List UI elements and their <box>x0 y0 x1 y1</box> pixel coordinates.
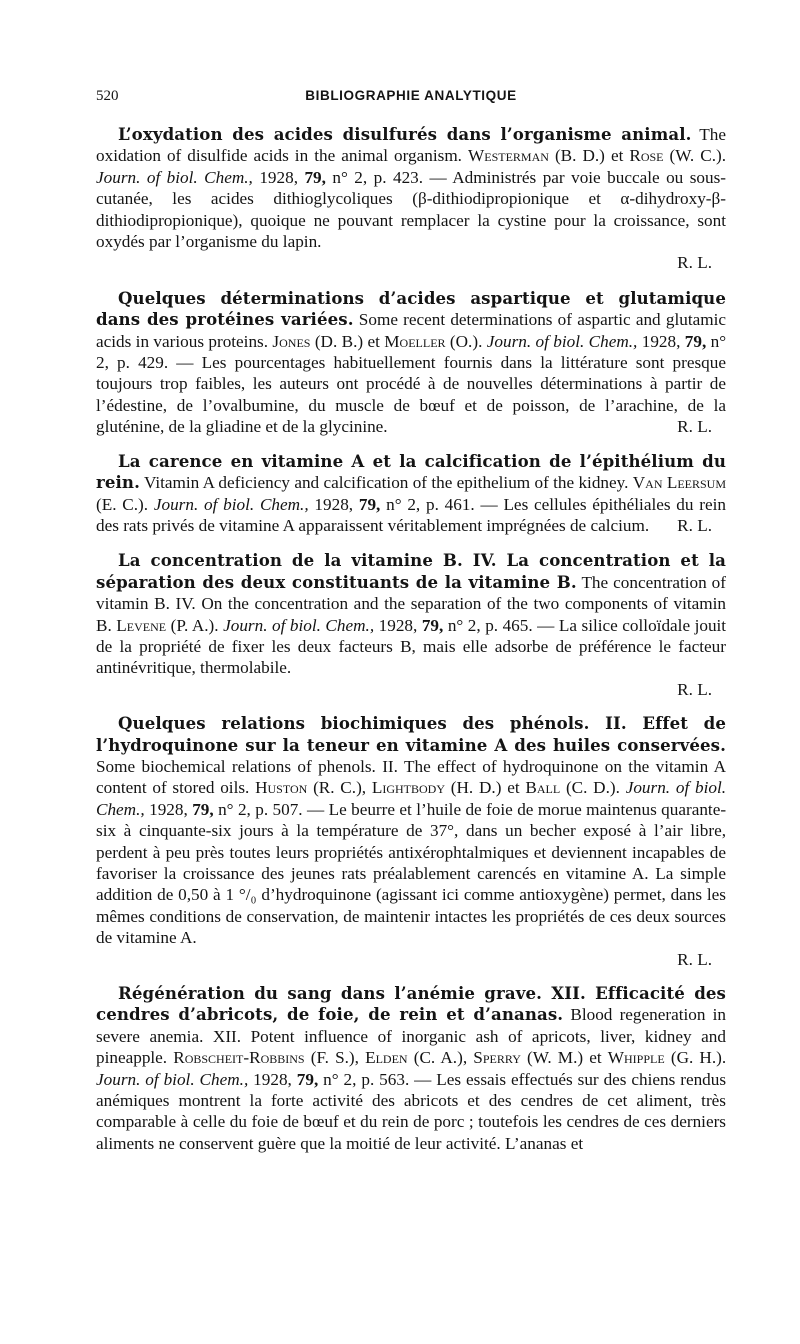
entry-english-title: Vitamin A deficiency and calcification of the epithelium of the kidney. <box>143 473 629 493</box>
entry-title: Régénération du sang dans l’anémie grave. XII. Efficacité des cendres d’abricots, de foie, de rein et d’ananas. <box>96 983 726 1025</box>
entry-volume: 79, <box>421 615 444 635</box>
running-title: BIBLIOGRAPHIE ANALYTIQUE <box>305 88 517 103</box>
entry-author-initials: (C. A.), <box>413 1048 468 1068</box>
entry-summary: Les essais effectués sur des chiens rendus anémiques montrent la forte activité des abricots et des cendres de cet aliment, très comparable à celle du foie de bœuf et du rein de porc ; toutefois les cendres de ces derniers aliments ne conservent guère que la moitié de leur activité. L’ananas et <box>96 1069 727 1153</box>
bibliography-entries <box>96 124 726 1165</box>
entry-summary: Administrés par voie buccale ou sous-cutanée, les acides dithioglycoliques (β-dithiodipropionique et α-dihydroxy-β-dithiodipropionique), quoique ne pouvant remplacer la cystine pour la croissance, sont oxydés par l’organisme du lapin. <box>96 167 726 252</box>
entry-volume: 79, <box>358 494 381 514</box>
bibliography-entry <box>96 983 726 1154</box>
entry-conjunction: et <box>367 331 380 351</box>
entry-year: 1928, <box>378 615 418 635</box>
entry-summary: Les pourcentages habituellement fournis dans la littérature sont presque toujours trop faibles, les auteurs ont procédé à de nouvelles déterminations à partir de l’édestine, de l’ovalbumine, du muscle de bœuf et de poisson, de l’arachine, de la gluténine, de la gliadine et de la glycinine. <box>96 353 726 437</box>
entry-author: Moeller <box>384 331 446 351</box>
entry-author: Huston <box>255 778 308 798</box>
bibliography-entry <box>96 713 726 970</box>
entry-year: 1928, <box>259 167 298 187</box>
entry-journal: Journ. of biol. Chem., <box>486 331 638 351</box>
entry-author: Levene <box>116 615 167 635</box>
entry-author-initials: (G. H.). <box>670 1048 727 1068</box>
entry-issue-page: n° 2, p. 461. — <box>386 494 498 514</box>
entry-volume: 79, <box>304 167 326 187</box>
entry-author: Robscheit-Robbins <box>173 1048 305 1068</box>
entry-issue-page: n° 2, p. 465. — <box>447 615 555 635</box>
bibliography-entry <box>96 451 726 537</box>
entry-conjunction: et <box>589 1048 602 1068</box>
entry-title: La concentration de la vitamine B. IV. La concentration et la séparation des deux constituants de la vitamine B. <box>96 550 726 592</box>
entry-author-initials: (P. A.). <box>170 615 219 635</box>
entry-author-initials: (E. C.). <box>96 494 149 514</box>
entry-summary: La silice colloïdale jouit de la propriété de fixer les deux facteurs B, mais elle adsorbe de préférence le facteur antinévritique, thermolabile. <box>96 615 727 678</box>
entry-author: Jones <box>272 331 311 351</box>
entry-title: Quelques relations biochimiques des phénols. II. Effet de l’hydroquinone sur la teneur en vitamine A des huiles conservées. <box>96 713 726 755</box>
entry-issue-page: n° 2, p. 563. — <box>323 1069 432 1089</box>
entry-issue-page: n° 2, p. 429. — <box>96 331 727 373</box>
entry-author-initials: (W. M.) <box>527 1048 584 1068</box>
entry-author-initials: (R. C.), <box>313 778 367 798</box>
entry-journal: Journ. of biol. Chem., <box>153 494 309 514</box>
entry-year: 1928, <box>253 1069 292 1089</box>
entry-author-initials: (O.). <box>449 331 483 351</box>
entry-signature: R. L. <box>677 253 712 273</box>
page-number: 520 <box>96 88 119 104</box>
entry-author: Elden <box>365 1048 408 1068</box>
entry-author: Whipple <box>607 1048 665 1068</box>
entry-english-title: Blood regeneration in severe anemia. XII. Potent influence of inorganic ash of apricots, liver, kidney and pineapple. <box>96 1005 727 1068</box>
entry-author: Lightbody <box>371 778 446 798</box>
entry-author: Van Leersum <box>632 473 726 493</box>
entry-journal: Journ. of biol. Chem., <box>96 1069 249 1089</box>
entry-author-initials: (F. S.), <box>310 1048 359 1068</box>
entry-volume: 79, <box>192 799 214 819</box>
entry-english-title: Some biochemical relations of phenols. II. The effect of hydroquinone on the vitamin A content of stored oils. <box>96 756 726 798</box>
entry-author: Sperry <box>473 1048 521 1068</box>
entry-signature: R. L. <box>677 949 712 969</box>
entry-signature: R. L. <box>677 515 712 535</box>
entry-year: 1928, <box>641 331 681 351</box>
entry-volume: 79, <box>296 1069 319 1089</box>
entry-author: Westerman <box>468 146 549 166</box>
entry-conjunction: et <box>610 146 624 166</box>
entry-title: Quelques déterminations d’acides aspartique et glutamique dans des protéines variées. <box>96 287 726 330</box>
entry-author-initials: (B. D.) <box>554 146 605 166</box>
entry-author-initials: (W. C.). <box>669 146 727 166</box>
entry-journal: Journ. of biol. Chem., <box>223 615 375 635</box>
bibliography-entry <box>96 124 726 274</box>
entry-issue-page: n° 2, p. 507. — <box>218 799 325 819</box>
entry-title: La carence en vitamine A et la calcification de l’épithélium du rein. <box>96 450 726 493</box>
entry-summary: Le beurre et l’huile de foie de morue maintenus quarante-six à cinquante-six jours à la température de 37°, dans un becher exposé à l’air libre, perdent à peu près toutes leurs propriétés antixérophtalmiques et deviennent incapables de favoriser la croissance des jeunes rats préalablement carencés en vitamine A. La simple addition de 0,50 à 1 °/₀ d’hydroquinone (agissant ici comme antioxygène) permet, dans les mêmes conditions de conservation, de maintenir intactes les propriétés de ces deux sources de vitamine A. <box>96 799 727 948</box>
entry-author-initials: (H. D.) <box>450 778 502 798</box>
entry-signature: R. L. <box>677 679 712 699</box>
entry-english-title: Some recent determinations of aspartic and glutamic acids in various proteins. <box>96 310 726 351</box>
bibliography-entry <box>96 550 726 700</box>
entry-journal: Journ. of biol. Chem., <box>96 778 727 819</box>
entry-journal: Journ. of biol. Chem., <box>96 167 253 187</box>
entry-author: Rose <box>629 146 664 166</box>
entry-author-initials: (D. B.) <box>314 331 364 351</box>
entry-english-title: The oxidation of disulfide acids in the animal organism. <box>96 125 726 166</box>
bibliography-entry <box>96 288 726 438</box>
entry-conjunction: et <box>507 778 520 798</box>
running-head <box>96 88 726 110</box>
entry-signature: R. L. <box>677 417 712 437</box>
entry-english-title: The concentration of vitamin B. IV. On the concentration and the separation of the two components of vitamin B. <box>96 572 726 635</box>
entry-year: 1928, <box>314 494 354 514</box>
entry-issue-page: n° 2, p. 423. — <box>332 167 447 187</box>
entry-author: Ball <box>525 778 561 798</box>
entry-title: L’oxydation des acides disulfurés dans l’organisme animal. <box>118 124 692 144</box>
entry-volume: 79, <box>684 331 707 351</box>
entry-author-initials: (C. D.). <box>565 778 620 798</box>
entry-year: 1928, <box>149 799 188 819</box>
entry-summary: Les cellules épithéliales du rein des rats privés de vitamine A apparaissent véritablement imprégnées de calcium. <box>96 494 726 535</box>
